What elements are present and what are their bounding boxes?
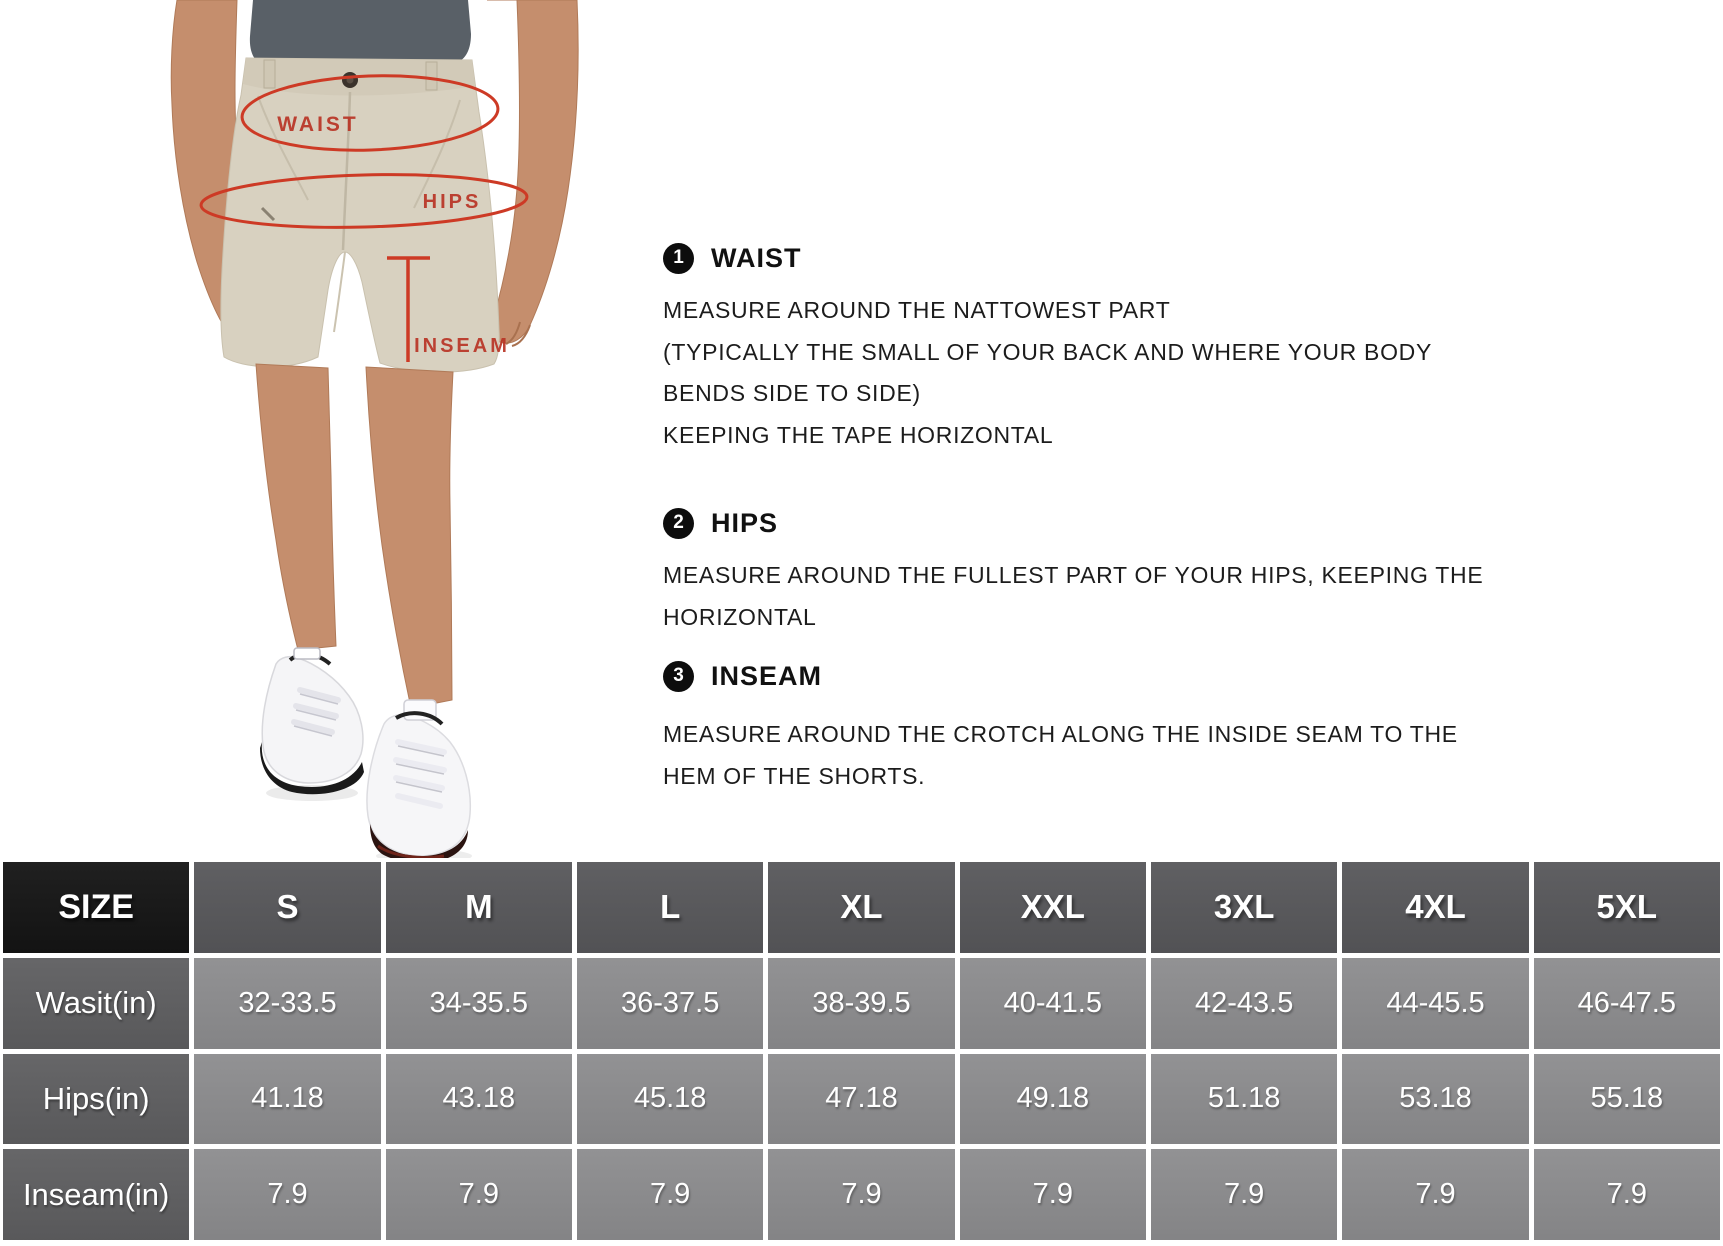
number-badge-2: 2	[663, 508, 694, 539]
back-shoe	[262, 657, 363, 783]
waist-value-l: 36-37.5	[577, 958, 763, 1049]
instruction-line: KEEPING THE TAPE HORIZONTAL	[663, 421, 1054, 448]
inseam-annotation-label: INSEAM	[414, 335, 510, 357]
section-heading	[663, 505, 1493, 541]
inseam-value-xxl: 7.9	[960, 1149, 1146, 1240]
inseam-value-xl: 7.9	[768, 1149, 954, 1240]
section-title: HIPS	[711, 507, 779, 538]
size-chart-header-s: S	[194, 862, 380, 953]
waist-value-s: 32-33.5	[194, 958, 380, 1049]
waist-value-xl: 38-39.5	[768, 958, 954, 1049]
size-chart-header-5xl: 5XL	[1534, 862, 1720, 953]
model-illustration	[0, 0, 620, 858]
hips-value-m: 43.18	[386, 1054, 572, 1145]
inseam-value-5xl: 7.9	[1534, 1149, 1720, 1240]
inseam-value-l: 7.9	[577, 1149, 763, 1240]
hips-value-s: 41.18	[194, 1054, 380, 1145]
size-chart-header-4xl: 4XL	[1342, 862, 1528, 953]
size-chart-header-size: SIZE	[3, 862, 189, 953]
section-heading	[663, 658, 1493, 694]
number-badge-1: 1	[663, 243, 694, 274]
hips-value-4xl: 53.18	[1342, 1054, 1528, 1145]
right-leg	[366, 367, 453, 708]
waist-value-3xl: 42-43.5	[1151, 958, 1337, 1049]
hips-value-3xl: 51.18	[1151, 1054, 1337, 1145]
row-label-inseam: Inseam(in)	[3, 1149, 189, 1240]
inseam-value-3xl: 7.9	[1151, 1149, 1337, 1240]
instruction-line: HORIZONTAL	[663, 603, 817, 630]
instruction-line: (TYPICALLY THE SMALL OF YOUR BACK AND WHERE YOUR BODY	[663, 338, 1433, 365]
instruction-section-hips	[663, 505, 1493, 638]
instruction-section-waist	[663, 240, 1493, 456]
row-label-hips: Hips(in)	[3, 1054, 189, 1145]
belt-loop	[426, 62, 437, 90]
row-label-waist: Wasit(in)	[3, 958, 189, 1049]
size-chart-header-3xl: 3XL	[1151, 862, 1337, 953]
section-body	[663, 555, 1493, 638]
inner-seam	[334, 252, 345, 332]
instruction-line: BENDS SIDE TO SIDE)	[663, 380, 921, 406]
model-photo	[0, 0, 620, 858]
size-chart-table	[0, 858, 1723, 1246]
size-chart-header-m: M	[386, 862, 572, 953]
size-chart-header-xxl: XXL	[960, 862, 1146, 953]
belt-loop	[264, 60, 275, 88]
size-chart-header-l: L	[577, 862, 763, 953]
left-leg	[256, 364, 336, 650]
waist-value-4xl: 44-45.5	[1342, 958, 1528, 1049]
waist-value-xxl: 40-41.5	[960, 958, 1146, 1049]
section-body	[663, 714, 1493, 797]
inseam-value-m: 7.9	[386, 1149, 572, 1240]
instruction-line: MEASURE AROUND THE NATTOWEST PART	[663, 297, 1171, 323]
hips-annotation-label: HIPS	[422, 191, 482, 213]
instruction-line: HEM OF THE SHORTS.	[663, 762, 926, 789]
instruction-line: MEASURE AROUND THE FULLEST PART OF YOUR HIPS, KEEPING THE	[663, 562, 1484, 588]
hips-value-5xl: 55.18	[1534, 1054, 1720, 1145]
hips-value-l: 45.18	[577, 1054, 763, 1145]
section-title: WAIST	[711, 242, 802, 273]
inseam-value-s: 7.9	[194, 1149, 380, 1240]
inseam-value-4xl: 7.9	[1342, 1149, 1528, 1240]
instruction-line: MEASURE AROUND THE CROTCH ALONG THE INSIDE SEAM TO THE	[663, 721, 1458, 747]
section-heading	[663, 240, 1493, 276]
back-shoe-tab	[294, 648, 320, 659]
size-chart-header-xl: XL	[768, 862, 954, 953]
section-title: INSEAM	[711, 660, 823, 691]
waist-value-m: 34-35.5	[386, 958, 572, 1049]
right-arm	[487, 0, 578, 343]
waist-value-5xl: 46-47.5	[1534, 958, 1720, 1049]
waist-annotation-label: WAIST	[277, 113, 359, 136]
hips-value-xxl: 49.18	[960, 1054, 1146, 1145]
section-body	[663, 290, 1493, 456]
hips-value-xl: 47.18	[768, 1054, 954, 1145]
number-badge-3: 3	[663, 661, 694, 692]
instruction-section-inseam	[663, 658, 1493, 797]
